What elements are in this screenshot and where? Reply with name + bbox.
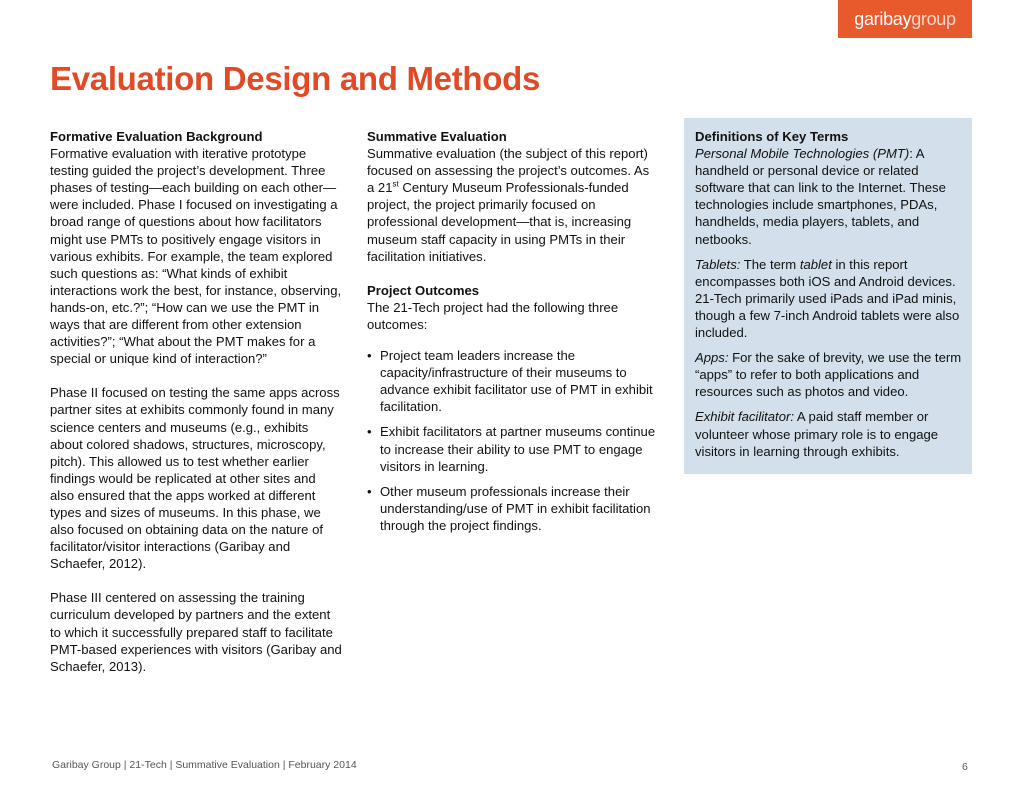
formative-column — [50, 128, 342, 675]
summative-text-after: Century Museum Professionals-funded project, the project primarily focused on professional development—that is, increasing museum staff capacity in using PMTs in their facilitation initiatives. — [367, 180, 632, 264]
page-title: Evaluation Design and Methods — [50, 60, 541, 97]
term-tablet-inline: tablet — [799, 256, 832, 272]
definition-facilitator — [695, 408, 962, 459]
definition-tablets — [695, 256, 962, 341]
summative-column — [367, 128, 659, 542]
footer-text: Garibay Group | 21-Tech | Summative Evaluation | February 2014 — [52, 759, 357, 771]
outcomes-list — [367, 347, 659, 534]
term-pmt: Personal Mobile Technologies (PMT) — [695, 146, 910, 162]
outcome-text-3: Other museum professionals increase their understanding/use of PMT in exhibit facilitation through the project findings. — [380, 483, 651, 533]
bullet-icon: • — [367, 348, 372, 364]
definition-pmt — [695, 145, 962, 248]
formative-paragraph-3: Phase III centered on assessing the training curriculum developed by partners and the extent to which it successfully prepared staff to facilitate PMT-based experiences with visitors (Garibay and Schaefer, 2013). — [50, 590, 342, 674]
definition-facilitator-text: A paid staff member or volunteer whose primary role is to engage visitors in learning through exhibits. — [695, 409, 939, 459]
outcomes-intro: The 21-Tech project had the following three outcomes: — [367, 299, 619, 332]
definition-tablets-text-b: in this report encompasses both iOS and Android devices. 21-Tech primarily used iPads and iPad minis, though a few 7-inch Android tablets were also included. — [695, 256, 960, 341]
definition-apps-text: For the sake of brevity, we use the term “apps” to refer to both applications and resources such as photos and video. — [695, 350, 962, 400]
definitions-heading: Definitions of Key Terms — [695, 129, 849, 144]
outcomes-heading: Project Outcomes — [367, 282, 480, 298]
logo-text-garibay: garibay — [854, 8, 912, 29]
outcome-text-1: Project team leaders increase the capacity/infrastructure of their museums to advance exhibit facilitator use of PMT in exhibit facilitation. — [380, 348, 653, 415]
outcome-item-1 — [367, 347, 659, 415]
definition-pmt-text: : A handheld or personal device or related software that can link to the Internet. These technologies include smartphones, PDAs, handhelds, media players, tablets, and netbooks. — [695, 146, 946, 247]
outcome-item-2 — [367, 423, 659, 474]
definition-tablets-text-a: The term — [740, 256, 800, 272]
garibay-group-logo — [838, 0, 972, 38]
logo-text-group: group — [911, 8, 956, 29]
outcome-item-3 — [367, 483, 659, 534]
bullet-icon: • — [367, 424, 372, 440]
formative-heading: Formative Evaluation Background — [50, 129, 263, 144]
summative-text-before: Summative evaluation (the subject of this report) focused on assessing the project’s outcomes. As a 21 — [367, 146, 650, 196]
definitions-box — [684, 118, 972, 474]
outcome-text-2: Exhibit facilitators at partner museums continue to increase their ability to use PMT to engage visitors in learning. — [380, 424, 656, 474]
formative-paragraph-1: Formative evaluation with iterative prototype testing guided the project’s development. Three phases of testing—each building on each other—were included. Phase I focused on investigating a broad range of questions about how facilitators might use PMTs to positively engage visitors in various exhibits. For example, the team explored such questions as: “What kinds of exhibit interactions work the best, for instance, observing, hands-on, etc.?”; “How can we use the PMT in ways that are different from other extension activities?”; “What about the PMT makes for a special or unique kind of interaction?” — [50, 146, 342, 367]
definition-apps — [695, 349, 962, 400]
page-number: 6 — [962, 761, 968, 773]
summative-paragraph — [367, 145, 659, 265]
summative-heading: Summative Evaluation — [367, 129, 507, 144]
bullet-icon: • — [367, 483, 372, 499]
term-facilitator: Exhibit facilitator: — [695, 409, 794, 425]
term-apps: Apps: — [695, 350, 729, 366]
formative-paragraph-2: Phase II focused on testing the same apps across partner sites at exhibits commonly found in many science centers and museums (e.g., exhibits about colored shadows, structures, microscopy, pitch). This allowed us to test whether earlier findings would be replicated at other sites and also ensured that the apps worked at different types and sizes of museums. In this phase, we also focused on obtaining data on the nature of facilitator/visitor interactions (Garibay and Schaefer, 2012). — [50, 385, 340, 572]
superscript-st: st — [392, 179, 399, 189]
term-tablets: Tablets: — [695, 256, 741, 272]
